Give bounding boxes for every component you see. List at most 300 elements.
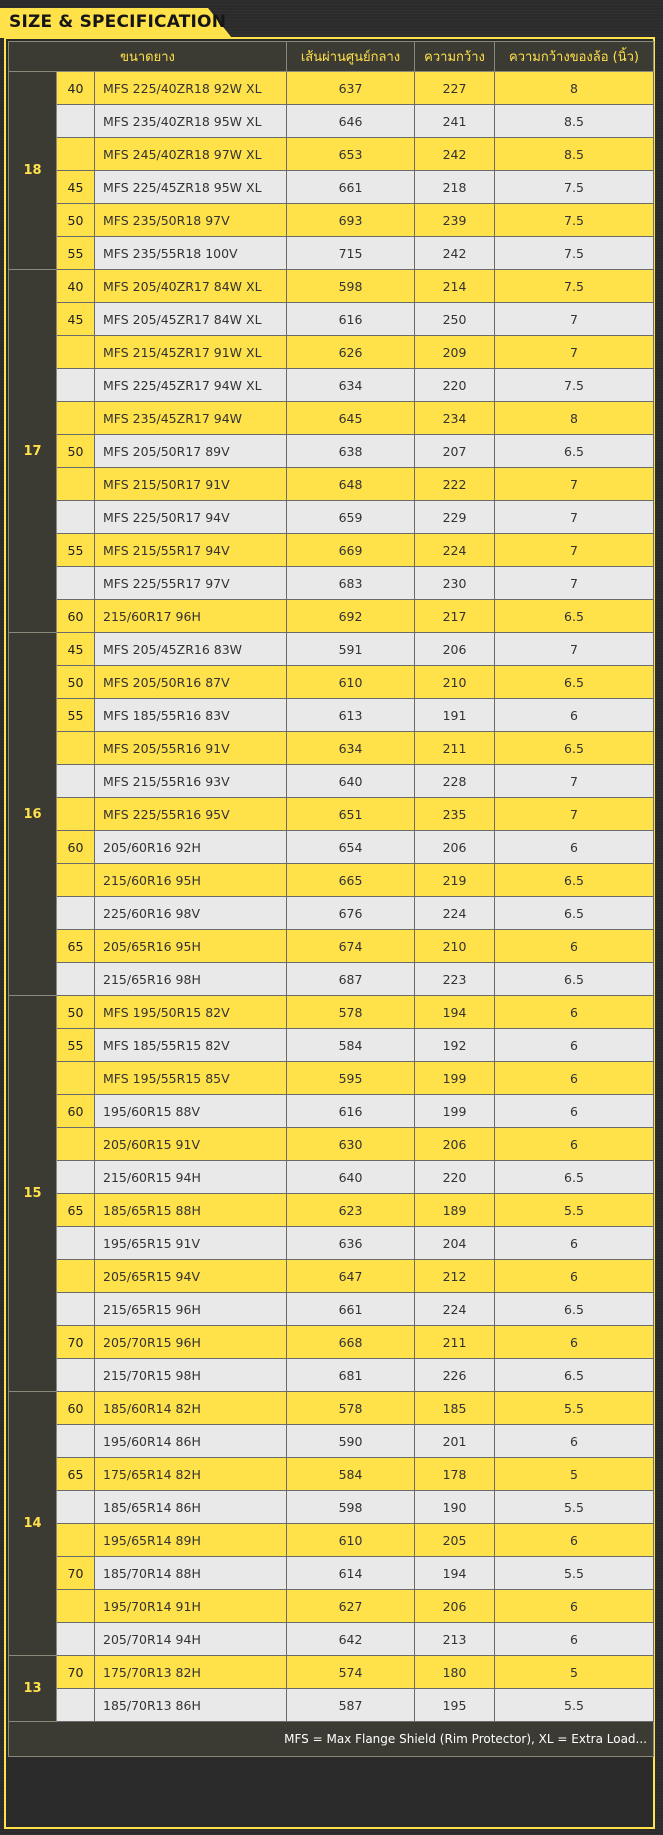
series-cell: 45 xyxy=(57,633,95,666)
diameter-cell: 683 xyxy=(287,567,415,600)
series-cell: 50 xyxy=(57,996,95,1029)
rim-width-cell: 5 xyxy=(495,1458,654,1491)
size-cell: 175/70R13 82H xyxy=(95,1656,287,1689)
width-cell: 178 xyxy=(415,1458,495,1491)
table-row xyxy=(9,1425,654,1458)
table-row xyxy=(9,765,654,798)
series-cell xyxy=(57,402,95,435)
series-cell: 60 xyxy=(57,1095,95,1128)
series-cell xyxy=(57,1227,95,1260)
size-cell: MFS 205/50R17 89V xyxy=(95,435,287,468)
size-cell: 215/65R15 96H xyxy=(95,1293,287,1326)
size-cell: MFS 235/40ZR18 95W XL xyxy=(95,105,287,138)
table-row xyxy=(9,1392,654,1425)
width-cell: 201 xyxy=(415,1425,495,1458)
series-cell: 55 xyxy=(57,534,95,567)
diameter-cell: 646 xyxy=(287,105,415,138)
table-row xyxy=(9,1095,654,1128)
series-cell: 70 xyxy=(57,1326,95,1359)
series-cell xyxy=(57,1689,95,1722)
diameter-cell: 647 xyxy=(287,1260,415,1293)
size-cell: 215/60R16 95H xyxy=(95,864,287,897)
series-cell: 60 xyxy=(57,831,95,864)
rim-width-cell: 6.5 xyxy=(495,1161,654,1194)
series-cell: 55 xyxy=(57,699,95,732)
table-row xyxy=(9,369,654,402)
diameter-cell: 595 xyxy=(287,1062,415,1095)
table-row xyxy=(9,435,654,468)
diameter-cell: 668 xyxy=(287,1326,415,1359)
series-cell: 60 xyxy=(57,1392,95,1425)
size-cell: 185/70R13 86H xyxy=(95,1689,287,1722)
size-cell: MFS 195/55R15 85V xyxy=(95,1062,287,1095)
size-cell: MFS 245/40ZR18 97W XL xyxy=(95,138,287,171)
spec-table xyxy=(8,41,654,1757)
diameter-cell: 715 xyxy=(287,237,415,270)
rim-width-cell: 7 xyxy=(495,336,654,369)
diameter-cell: 653 xyxy=(287,138,415,171)
table-row xyxy=(9,501,654,534)
series-cell: 70 xyxy=(57,1557,95,1590)
size-cell: MFS 195/50R15 82V xyxy=(95,996,287,1029)
width-cell: 242 xyxy=(415,138,495,171)
rim-width-cell: 6 xyxy=(495,996,654,1029)
size-cell: MFS 205/55R16 91V xyxy=(95,732,287,765)
rim-width-cell: 6.5 xyxy=(495,1359,654,1392)
size-cell: MFS 225/55R17 97V xyxy=(95,567,287,600)
rim-width-cell: 7 xyxy=(495,633,654,666)
diameter-cell: 614 xyxy=(287,1557,415,1590)
width-cell: 230 xyxy=(415,567,495,600)
table-row xyxy=(9,1590,654,1623)
rim-width-cell: 8 xyxy=(495,72,654,105)
size-cell: 205/70R14 94H xyxy=(95,1623,287,1656)
rim-width-cell: 7 xyxy=(495,303,654,336)
rim-width-cell: 5.5 xyxy=(495,1689,654,1722)
size-cell: MFS 205/50R16 87V xyxy=(95,666,287,699)
table-row xyxy=(9,1128,654,1161)
width-cell: 224 xyxy=(415,897,495,930)
rim-width-cell: 6.5 xyxy=(495,600,654,633)
table-row xyxy=(9,633,654,666)
diameter-cell: 616 xyxy=(287,1095,415,1128)
diameter-cell: 613 xyxy=(287,699,415,732)
size-cell: MFS 205/45ZR17 84W XL xyxy=(95,303,287,336)
diameter-cell: 591 xyxy=(287,633,415,666)
width-cell: 234 xyxy=(415,402,495,435)
diameter-cell: 674 xyxy=(287,930,415,963)
diameter-cell: 598 xyxy=(287,270,415,303)
series-cell: 50 xyxy=(57,666,95,699)
width-cell: 206 xyxy=(415,831,495,864)
series-cell xyxy=(57,732,95,765)
series-cell: 60 xyxy=(57,600,95,633)
width-cell: 218 xyxy=(415,171,495,204)
table-row xyxy=(9,534,654,567)
rim-width-cell: 6 xyxy=(495,1128,654,1161)
series-cell xyxy=(57,501,95,534)
table-row xyxy=(9,1194,654,1227)
size-cell: 185/65R14 86H xyxy=(95,1491,287,1524)
series-cell xyxy=(57,369,95,402)
size-cell: MFS 225/45ZR18 95W XL xyxy=(95,171,287,204)
series-cell xyxy=(57,1062,95,1095)
width-cell: 199 xyxy=(415,1062,495,1095)
size-cell: 215/60R15 94H xyxy=(95,1161,287,1194)
rim-diameter-cell: 13 xyxy=(9,1656,57,1722)
width-cell: 220 xyxy=(415,369,495,402)
table-row xyxy=(9,237,654,270)
width-cell: 199 xyxy=(415,1095,495,1128)
series-cell xyxy=(57,963,95,996)
table-row xyxy=(9,171,654,204)
width-cell: 217 xyxy=(415,600,495,633)
series-cell: 65 xyxy=(57,1194,95,1227)
table-row xyxy=(9,1689,654,1722)
diameter-cell: 651 xyxy=(287,798,415,831)
rim-width-cell: 5.5 xyxy=(495,1557,654,1590)
table-row xyxy=(9,72,654,105)
size-cell: MFS 225/40ZR18 92W XL xyxy=(95,72,287,105)
series-cell: 45 xyxy=(57,171,95,204)
width-cell: 206 xyxy=(415,1590,495,1623)
rim-width-cell: 6 xyxy=(495,831,654,864)
rim-width-cell: 7 xyxy=(495,765,654,798)
width-cell: 219 xyxy=(415,864,495,897)
size-cell: MFS 215/55R17 94V xyxy=(95,534,287,567)
diameter-cell: 630 xyxy=(287,1128,415,1161)
width-cell: 206 xyxy=(415,1128,495,1161)
rim-diameter-cell: 15 xyxy=(9,996,57,1392)
header-diameter: เส้นผ่านศูนย์กลาง xyxy=(287,42,415,72)
table-row xyxy=(9,1161,654,1194)
table-row xyxy=(9,1029,654,1062)
table-row xyxy=(9,1260,654,1293)
series-cell: 70 xyxy=(57,1656,95,1689)
rim-width-cell: 6 xyxy=(495,1029,654,1062)
table-row xyxy=(9,1227,654,1260)
size-cell: MFS 235/45ZR17 94W xyxy=(95,402,287,435)
table-row xyxy=(9,996,654,1029)
table-row xyxy=(9,1458,654,1491)
diameter-cell: 681 xyxy=(287,1359,415,1392)
size-cell: 185/60R14 82H xyxy=(95,1392,287,1425)
size-cell: MFS 215/55R16 93V xyxy=(95,765,287,798)
size-cell: 215/60R17 96H xyxy=(95,600,287,633)
table-row xyxy=(9,732,654,765)
diameter-cell: 692 xyxy=(287,600,415,633)
rim-width-cell: 6.5 xyxy=(495,435,654,468)
diameter-cell: 665 xyxy=(287,864,415,897)
width-cell: 207 xyxy=(415,435,495,468)
series-cell: 40 xyxy=(57,72,95,105)
size-cell: 195/65R14 89H xyxy=(95,1524,287,1557)
rim-diameter-cell: 14 xyxy=(9,1392,57,1656)
series-cell xyxy=(57,798,95,831)
rim-width-cell: 6 xyxy=(495,1590,654,1623)
table-row xyxy=(9,699,654,732)
diameter-cell: 640 xyxy=(287,765,415,798)
width-cell: 212 xyxy=(415,1260,495,1293)
diameter-cell: 693 xyxy=(287,204,415,237)
diameter-cell: 616 xyxy=(287,303,415,336)
width-cell: 223 xyxy=(415,963,495,996)
size-cell: 185/65R15 88H xyxy=(95,1194,287,1227)
series-cell: 40 xyxy=(57,270,95,303)
rim-width-cell: 6 xyxy=(495,1524,654,1557)
series-cell xyxy=(57,468,95,501)
width-cell: 211 xyxy=(415,1326,495,1359)
series-cell xyxy=(57,336,95,369)
table-row xyxy=(9,1623,654,1656)
table-body xyxy=(9,72,654,1722)
size-cell: 195/70R14 91H xyxy=(95,1590,287,1623)
header-size: ขนาดยาง xyxy=(9,42,287,72)
series-cell xyxy=(57,1260,95,1293)
size-cell: 195/65R15 91V xyxy=(95,1227,287,1260)
rim-width-cell: 7 xyxy=(495,468,654,501)
table-row xyxy=(9,666,654,699)
width-cell: 224 xyxy=(415,534,495,567)
series-cell: 50 xyxy=(57,204,95,237)
rim-width-cell: 7.5 xyxy=(495,369,654,402)
table-row xyxy=(9,468,654,501)
table-row xyxy=(9,204,654,237)
diameter-cell: 578 xyxy=(287,996,415,1029)
size-cell: 195/60R15 88V xyxy=(95,1095,287,1128)
diameter-cell: 574 xyxy=(287,1656,415,1689)
size-cell: 215/70R15 98H xyxy=(95,1359,287,1392)
diameter-cell: 623 xyxy=(287,1194,415,1227)
width-cell: 211 xyxy=(415,732,495,765)
rim-width-cell: 6.5 xyxy=(495,666,654,699)
diameter-cell: 636 xyxy=(287,1227,415,1260)
size-cell: MFS 185/55R15 82V xyxy=(95,1029,287,1062)
width-cell: 228 xyxy=(415,765,495,798)
size-cell: MFS 225/50R17 94V xyxy=(95,501,287,534)
width-cell: 189 xyxy=(415,1194,495,1227)
header-width: ความกว้าง xyxy=(415,42,495,72)
rim-width-cell: 7 xyxy=(495,798,654,831)
rim-width-cell: 6 xyxy=(495,1623,654,1656)
rim-diameter-cell: 17 xyxy=(9,270,57,633)
rim-width-cell: 6.5 xyxy=(495,1293,654,1326)
series-cell xyxy=(57,765,95,798)
width-cell: 220 xyxy=(415,1161,495,1194)
rim-width-cell: 6.5 xyxy=(495,864,654,897)
diameter-cell: 634 xyxy=(287,369,415,402)
width-cell: 191 xyxy=(415,699,495,732)
table-row xyxy=(9,1359,654,1392)
series-cell xyxy=(57,1491,95,1524)
width-cell: 250 xyxy=(415,303,495,336)
size-cell: 175/65R14 82H xyxy=(95,1458,287,1491)
table-row xyxy=(9,567,654,600)
diameter-cell: 584 xyxy=(287,1458,415,1491)
title-bar xyxy=(0,0,240,36)
rim-width-cell: 6 xyxy=(495,1227,654,1260)
table-row xyxy=(9,798,654,831)
rim-width-cell: 7.5 xyxy=(495,270,654,303)
table-row xyxy=(9,1326,654,1359)
rim-width-cell: 7.5 xyxy=(495,237,654,270)
page-title: SIZE & SPECIFICATION xyxy=(9,12,227,32)
width-cell: 194 xyxy=(415,1557,495,1590)
table-row xyxy=(9,1062,654,1095)
series-cell xyxy=(57,1623,95,1656)
table-row xyxy=(9,270,654,303)
diameter-cell: 584 xyxy=(287,1029,415,1062)
width-cell: 206 xyxy=(415,633,495,666)
rim-width-cell: 7 xyxy=(495,567,654,600)
rim-width-cell: 6 xyxy=(495,930,654,963)
series-cell xyxy=(57,105,95,138)
series-cell xyxy=(57,1425,95,1458)
diameter-cell: 648 xyxy=(287,468,415,501)
series-cell: 55 xyxy=(57,1029,95,1062)
width-cell: 227 xyxy=(415,72,495,105)
size-cell: 205/65R16 95H xyxy=(95,930,287,963)
series-cell xyxy=(57,1293,95,1326)
table-row xyxy=(9,963,654,996)
diameter-cell: 627 xyxy=(287,1590,415,1623)
series-cell xyxy=(57,1359,95,1392)
diameter-cell: 687 xyxy=(287,963,415,996)
width-cell: 226 xyxy=(415,1359,495,1392)
width-cell: 239 xyxy=(415,204,495,237)
series-cell xyxy=(57,1524,95,1557)
diameter-cell: 626 xyxy=(287,336,415,369)
table-row xyxy=(9,897,654,930)
rim-width-cell: 6.5 xyxy=(495,897,654,930)
width-cell: 229 xyxy=(415,501,495,534)
rim-width-cell: 7.5 xyxy=(495,171,654,204)
rim-width-cell: 8 xyxy=(495,402,654,435)
diameter-cell: 598 xyxy=(287,1491,415,1524)
series-cell xyxy=(57,1590,95,1623)
rim-width-cell: 7 xyxy=(495,534,654,567)
rim-width-cell: 8.5 xyxy=(495,138,654,171)
rim-width-cell: 6.5 xyxy=(495,732,654,765)
diameter-cell: 676 xyxy=(287,897,415,930)
series-cell: 45 xyxy=(57,303,95,336)
rim-width-cell: 6 xyxy=(495,699,654,732)
header-row xyxy=(9,42,654,72)
series-cell: 65 xyxy=(57,1458,95,1491)
width-cell: 192 xyxy=(415,1029,495,1062)
size-cell: MFS 235/55R18 100V xyxy=(95,237,287,270)
rim-width-cell: 6 xyxy=(495,1062,654,1095)
table-row xyxy=(9,600,654,633)
size-cell: MFS 185/55R16 83V xyxy=(95,699,287,732)
header-rim-width: ความกว้างของล้อ (นิ้ว) xyxy=(495,42,654,72)
series-cell xyxy=(57,138,95,171)
table-row xyxy=(9,105,654,138)
width-cell: 180 xyxy=(415,1656,495,1689)
rim-width-cell: 5 xyxy=(495,1656,654,1689)
size-cell: 225/60R16 98V xyxy=(95,897,287,930)
table-row xyxy=(9,138,654,171)
width-cell: 190 xyxy=(415,1491,495,1524)
size-cell: MFS 215/45ZR17 91W XL xyxy=(95,336,287,369)
diameter-cell: 610 xyxy=(287,1524,415,1557)
width-cell: 210 xyxy=(415,930,495,963)
table-row xyxy=(9,1293,654,1326)
diameter-cell: 578 xyxy=(287,1392,415,1425)
size-cell: 205/65R15 94V xyxy=(95,1260,287,1293)
table-row xyxy=(9,1656,654,1689)
width-cell: 224 xyxy=(415,1293,495,1326)
width-cell: 213 xyxy=(415,1623,495,1656)
width-cell: 204 xyxy=(415,1227,495,1260)
rim-diameter-cell: 18 xyxy=(9,72,57,270)
diameter-cell: 642 xyxy=(287,1623,415,1656)
series-cell xyxy=(57,864,95,897)
diameter-cell: 610 xyxy=(287,666,415,699)
rim-width-cell: 8.5 xyxy=(495,105,654,138)
size-cell: 195/60R14 86H xyxy=(95,1425,287,1458)
diameter-cell: 637 xyxy=(287,72,415,105)
width-cell: 235 xyxy=(415,798,495,831)
rim-width-cell: 6 xyxy=(495,1425,654,1458)
size-cell: MFS 205/40ZR17 84W XL xyxy=(95,270,287,303)
series-cell xyxy=(57,1161,95,1194)
width-cell: 241 xyxy=(415,105,495,138)
rim-diameter-cell: 16 xyxy=(9,633,57,996)
rim-width-cell: 6 xyxy=(495,1260,654,1293)
diameter-cell: 645 xyxy=(287,402,415,435)
diameter-cell: 654 xyxy=(287,831,415,864)
diameter-cell: 590 xyxy=(287,1425,415,1458)
rim-width-cell: 5.5 xyxy=(495,1392,654,1425)
table-row xyxy=(9,930,654,963)
table-row xyxy=(9,1491,654,1524)
table-row xyxy=(9,402,654,435)
width-cell: 210 xyxy=(415,666,495,699)
size-cell: MFS 205/45ZR16 83W xyxy=(95,633,287,666)
width-cell: 242 xyxy=(415,237,495,270)
rim-width-cell: 6 xyxy=(495,1326,654,1359)
rim-width-cell: 5.5 xyxy=(495,1194,654,1227)
width-cell: 209 xyxy=(415,336,495,369)
width-cell: 194 xyxy=(415,996,495,1029)
size-cell: MFS 225/45ZR17 94W XL xyxy=(95,369,287,402)
size-cell: MFS 225/55R16 95V xyxy=(95,798,287,831)
width-cell: 205 xyxy=(415,1524,495,1557)
size-cell: 205/60R16 92H xyxy=(95,831,287,864)
diameter-cell: 669 xyxy=(287,534,415,567)
table-row xyxy=(9,303,654,336)
table-row xyxy=(9,831,654,864)
table-row xyxy=(9,1524,654,1557)
rim-width-cell: 7 xyxy=(495,501,654,534)
diameter-cell: 640 xyxy=(287,1161,415,1194)
footnote-row xyxy=(9,1722,654,1757)
width-cell: 195 xyxy=(415,1689,495,1722)
table-row xyxy=(9,864,654,897)
size-cell: MFS 235/50R18 97V xyxy=(95,204,287,237)
width-cell: 214 xyxy=(415,270,495,303)
table-row xyxy=(9,336,654,369)
diameter-cell: 661 xyxy=(287,171,415,204)
size-cell: MFS 215/50R17 91V xyxy=(95,468,287,501)
rim-width-cell: 6.5 xyxy=(495,963,654,996)
rim-width-cell: 6 xyxy=(495,1095,654,1128)
width-cell: 185 xyxy=(415,1392,495,1425)
width-cell: 222 xyxy=(415,468,495,501)
rim-width-cell: 7.5 xyxy=(495,204,654,237)
size-cell: 205/60R15 91V xyxy=(95,1128,287,1161)
